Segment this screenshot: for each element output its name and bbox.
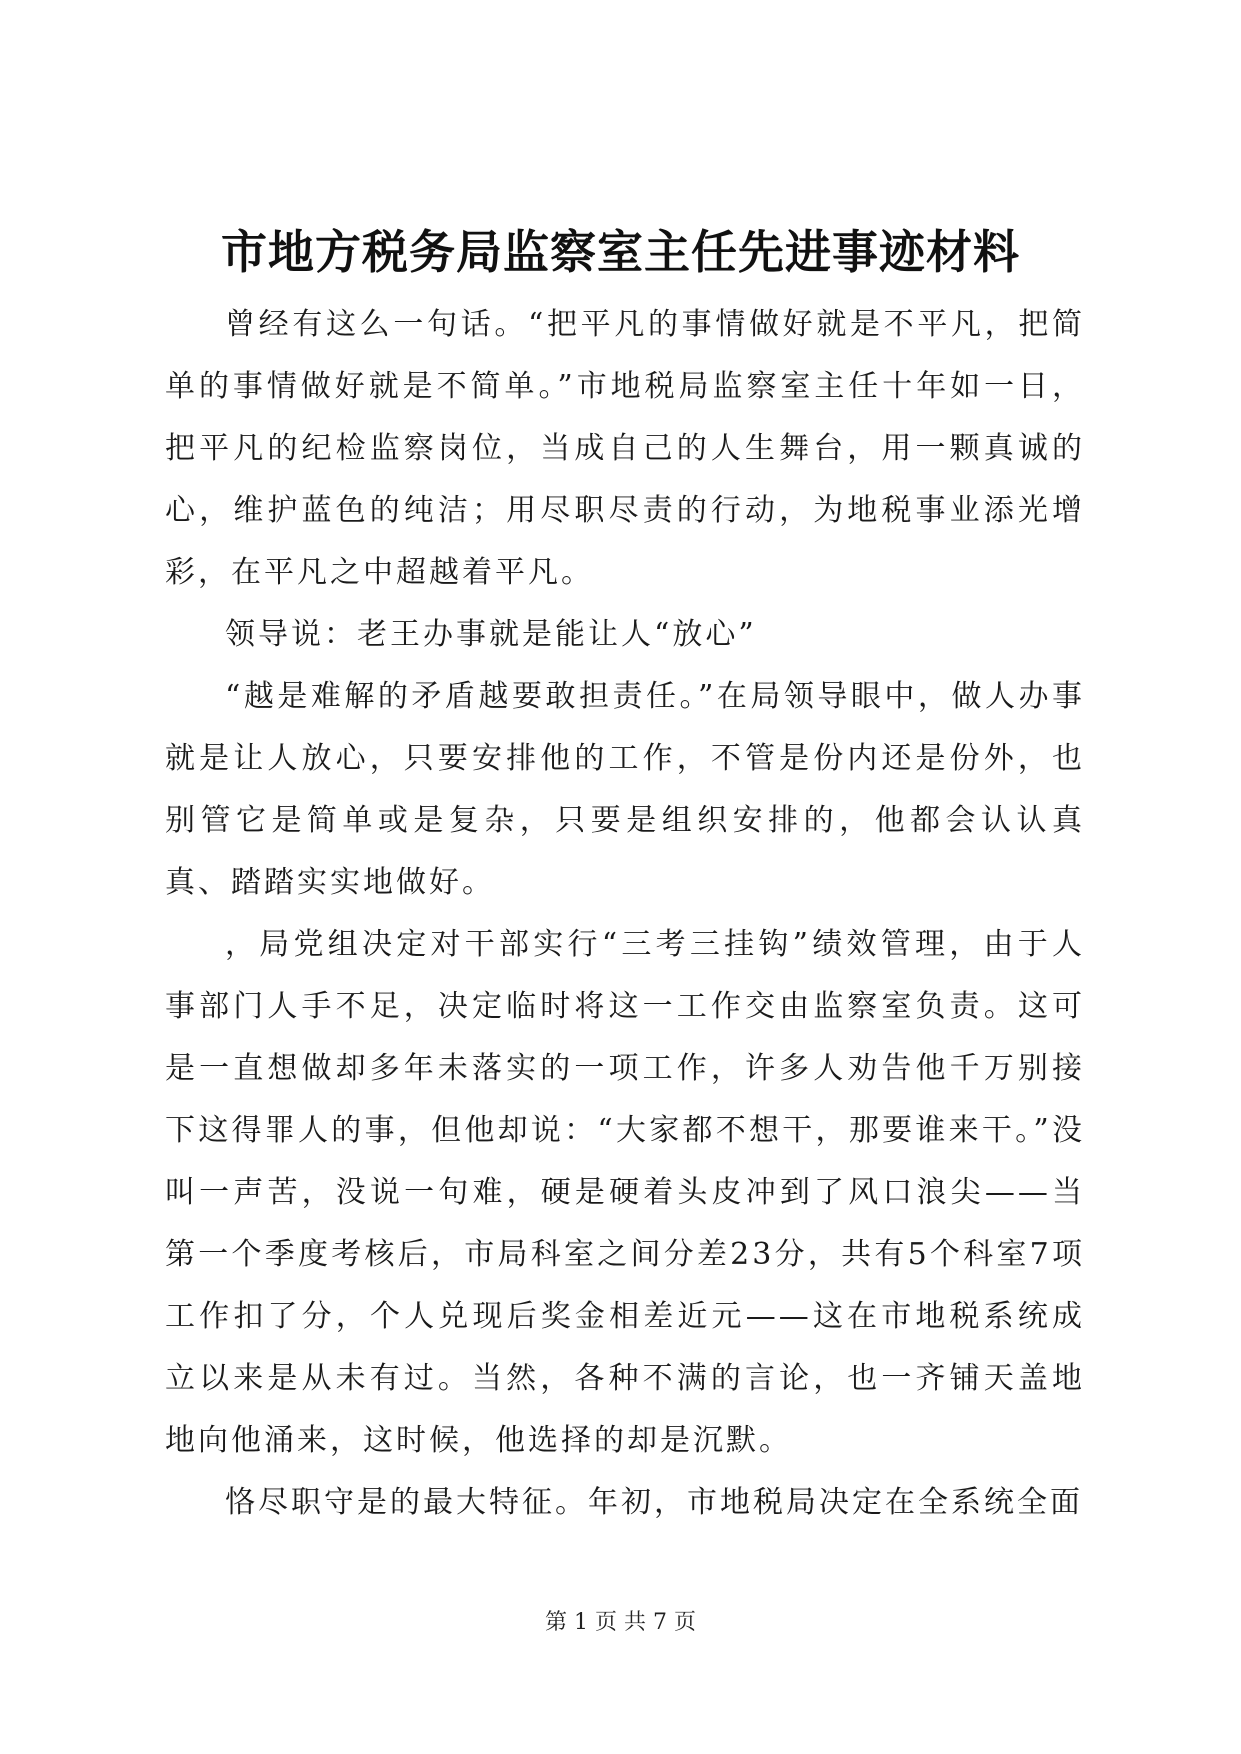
document-body xyxy=(165,294,1085,1534)
paragraph-2: 领导说：老王办事就是能让人“放心” xyxy=(225,617,757,652)
document-title: 市地方税务局监察室主任先进事迹材料 xyxy=(221,225,1020,279)
page-number-footer: 第 1 页 共 7 页 xyxy=(545,1610,696,1635)
paragraph-5: 恪尽职守是的最大特征。年初，市地税局决定在全系统全面 xyxy=(225,1485,1083,1520)
paragraph-1: 曾经有这么一句话。“把平凡的事情做好就是不平凡，把简单的事情做好就是不简单。”市地税局监察室主任十年如一日，把平凡的纪检监察岗位，当成自己的人生舞台，用一颗真诚的心，维护蓝色的纯洁；用尽职尽责的行动，为地税事业添光增彩，在平凡之中超越着平凡。 xyxy=(165,307,1085,590)
paragraph-3: “越是难解的矛盾越要敢担责任。”在局领导眼中，做人办事就是让人放心，只要安排他的工作，不管是份内还是份外，也别管它是简单或是复杂，只要是组织安排的，他都会认认真真、踏踏实实地做好。 xyxy=(165,679,1085,900)
paragraph-4: ，局党组决定对干部实行“三考三挂钩”绩效管理，由于人事部门人手不足，决定临时将这一工作交由监察室负责。这可是一直想做却多年未落实的一项工作，许多人劝告他千万别接下这得罪人的事，但他却说：“大家都不想干，那要谁来干。”没叫一声苦，没说一句难，硬是硬着头皮冲到了风口浪尖——当第一个季度考核后，市局科室之间分差23分，共有5个科室7项工作扣了分，个人兑现后奖金相差近元——这在市地税系统成立以来是从未有过。当然，各种不满的言论，也一齐铺天盖地地向他涌来，这时候，他选择的却是沉默。 xyxy=(165,927,1085,1458)
